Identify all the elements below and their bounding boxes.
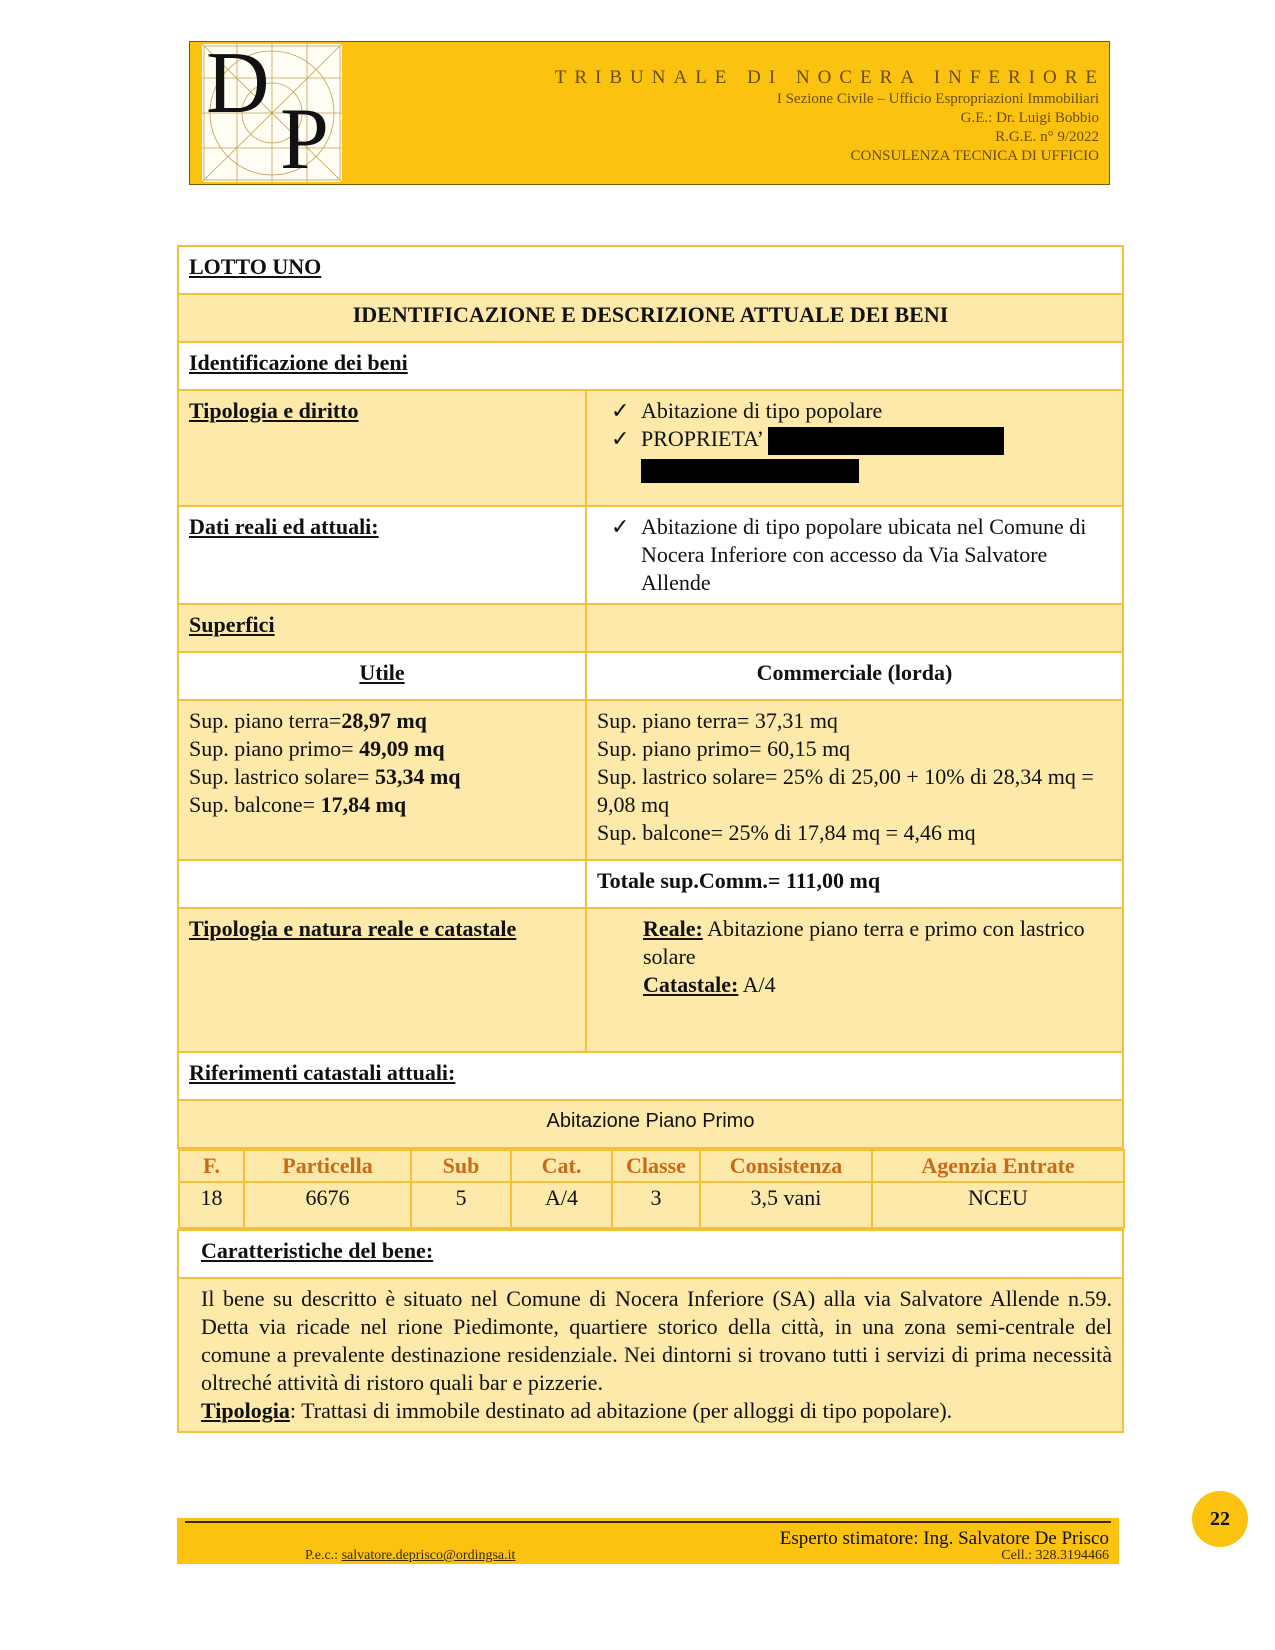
commerciale-values-cell [586, 700, 1123, 860]
dp-logo [202, 44, 342, 182]
court-name: TRIBUNALE DI NOCERA INFERIORE [554, 67, 1105, 88]
caratteristiche-text-cell [178, 1278, 1123, 1432]
utile-value: 53,34 mq [374, 764, 461, 789]
list-item [189, 707, 575, 735]
tipologia-diritto-label: Tipologia e diritto [189, 398, 359, 423]
dati-reali-value: Abitazione di tipo popolare ubicata nel Comune di Nocera Inferiore con accesso da Via Salvatore Allende [641, 514, 1087, 595]
column-header: Sub [411, 1150, 511, 1182]
column-header: F. [179, 1150, 244, 1182]
reale-value: Abitazione piano terra e primo con lastrico solare [643, 916, 1085, 969]
list-item [189, 791, 575, 819]
caratteristiche-label: Caratteristiche del bene: [201, 1238, 434, 1263]
riferimenti-label-cell [178, 1052, 1123, 1100]
list-item [189, 735, 575, 763]
lotto-title: LOTTO UNO [189, 254, 322, 279]
catastale-value: A/4 [738, 972, 776, 997]
caratteristiche-label-cell [178, 1230, 1123, 1278]
tipologia-label: Tipologia [201, 1398, 290, 1423]
totale-value: Totale sup.Comm.= 111,00 mq [597, 868, 881, 893]
judge-name: G.E.: Dr. Luigi Bobbio [960, 110, 1099, 126]
tipologia-item-1: Abitazione di tipo popolare [641, 398, 883, 423]
rge-number: R.G.E. n° 9/2022 [995, 129, 1099, 145]
table-cell: NCEU [872, 1182, 1124, 1228]
reale-line [643, 915, 1112, 971]
pec-label: P.e.c.: [305, 1548, 342, 1563]
riferimenti-subtitle: Abitazione Piano Primo [546, 1110, 755, 1132]
esperto-stimatore: Esperto stimatore: Ing. Salvatore De Prisco [779, 1528, 1109, 1549]
commerciale-header-cell [586, 652, 1123, 700]
superfici-empty-cell [586, 604, 1123, 652]
pec-email-link[interactable]: salvatore.deprisco@ordingsa.it [341, 1548, 516, 1563]
utile-header: Utile [359, 660, 405, 685]
list-item [597, 425, 1112, 455]
riferimenti-subtitle-cell [178, 1100, 1123, 1148]
tipologia-diritto-value-cell [586, 390, 1123, 506]
list-item: Sup. balcone= 25% di 17,84 mq = 4,46 mq [597, 820, 976, 845]
lotto-table [177, 245, 1124, 1433]
dati-reali-label: Dati reali ed attuali: [189, 514, 379, 539]
column-header: Cat. [511, 1150, 612, 1182]
list-item [597, 513, 1112, 597]
redaction-bar [768, 427, 1004, 455]
list-item [189, 763, 575, 791]
totale-empty-cell [178, 860, 586, 908]
footer-divider [185, 1521, 1111, 1523]
superfici-label: Superfici [189, 612, 275, 637]
utile-label: Sup. piano primo= [189, 736, 360, 761]
utile-values-cell [178, 700, 586, 860]
tipologia-natura-label: Tipologia e natura reale e catastale [189, 916, 517, 941]
commerciale-header: Commerciale (lorda) [756, 660, 953, 685]
table-cell: 18 [179, 1182, 244, 1228]
reale-label: Reale: [643, 916, 703, 941]
cell-number: Cell.: 328.3194466 [1001, 1548, 1109, 1563]
catastale-line [643, 971, 1112, 999]
cadastral-table [178, 1149, 1125, 1229]
tipologia-natura-value-cell [586, 908, 1123, 1052]
catastale-label: Catastale: [643, 972, 739, 997]
section-title: IDENTIFICAZIONE E DESCRIZIONE ATTUALE DEI BENI [352, 302, 949, 327]
logo-letter-p: P [280, 91, 329, 182]
column-header: Classe [612, 1150, 700, 1182]
table-header-row [179, 1150, 1124, 1182]
list-item: Sup. piano primo= 60,15 mq [597, 736, 851, 761]
document-header [189, 41, 1110, 185]
table-cell: 6676 [244, 1182, 411, 1228]
utile-label: Sup. lastrico solare= [189, 764, 375, 789]
utile-label: Sup. piano terra= [189, 708, 342, 733]
utile-header-cell [178, 652, 586, 700]
totale-cell [586, 860, 1123, 908]
list-item: Sup. piano terra= 37,31 mq [597, 708, 838, 733]
column-header: Agenzia Entrate [872, 1150, 1124, 1182]
tipologia-item-2: PROPRIETA’ [641, 426, 763, 451]
lotto-title-cell [178, 246, 1123, 294]
table-cell: 3,5 vani [700, 1182, 872, 1228]
utile-value: 17,84 mq [320, 792, 407, 817]
utile-label: Sup. balcone= [189, 792, 321, 817]
check-icon: ✓ [611, 426, 630, 451]
utile-value: 28,97 mq [341, 708, 427, 733]
table-cell: A/4 [511, 1182, 612, 1228]
section-title-cell [178, 294, 1123, 342]
logo-letter-d: D [206, 44, 270, 132]
list-item: Sup. lastrico solare= 25% di 25,00 + 10% di 28,34 mq = 9,08 mq [597, 764, 1094, 817]
redaction-bar [641, 459, 859, 483]
column-header: Consistenza [700, 1150, 872, 1182]
utile-value: 49,09 mq [359, 736, 445, 761]
list-item [597, 455, 1112, 483]
identificazione-cell [178, 342, 1123, 390]
tipologia-diritto-label-cell [178, 390, 586, 506]
caratteristiche-text: Il bene su descritto è situato nel Comune di Nocera Inferiore (SA) alla via Salvatore Allende n.59. Detta via ricade nel rione Piedimonte, quartiere storico della città, in una zona semi-centrale del comune a prevalente destinazione residenziale. Nei dintorni si trovano tutti i servizi di prima necessità oltreché attività di ristoro quali bar e pizzerie. [201, 1286, 1112, 1395]
tipologia-natura-label-cell [178, 908, 586, 1052]
header-text-block [554, 66, 1105, 166]
check-icon: ✓ [611, 398, 630, 423]
document-footer [177, 1518, 1119, 1564]
riferimenti-label: Riferimenti catastali attuali: [189, 1060, 456, 1085]
ctu-label: CONSULENZA TECNICA DI UFFICIO [850, 148, 1099, 164]
cadastral-table-cell [178, 1148, 1123, 1230]
check-icon: ✓ [611, 514, 630, 539]
identificazione-label: Identificazione dei beni [189, 350, 408, 375]
column-header: Particella [244, 1150, 411, 1182]
table-cell: 5 [411, 1182, 511, 1228]
superfici-label-cell [178, 604, 586, 652]
dati-reali-label-cell [178, 506, 586, 604]
court-section: I Sezione Civile – Ufficio Espropriazioni Immobiliari [776, 91, 1099, 107]
list-item [597, 397, 1112, 425]
tipologia-line [201, 1397, 1112, 1425]
page-number-badge: 22 [1192, 1491, 1248, 1547]
dati-reali-value-cell [586, 506, 1123, 604]
tipologia-text: : Trattasi di immobile destinato ad abitazione (per alloggi di tipo popolare). [289, 1398, 953, 1423]
table-cell: 3 [612, 1182, 700, 1228]
table-row [179, 1182, 1124, 1228]
pec-line [305, 1548, 515, 1564]
